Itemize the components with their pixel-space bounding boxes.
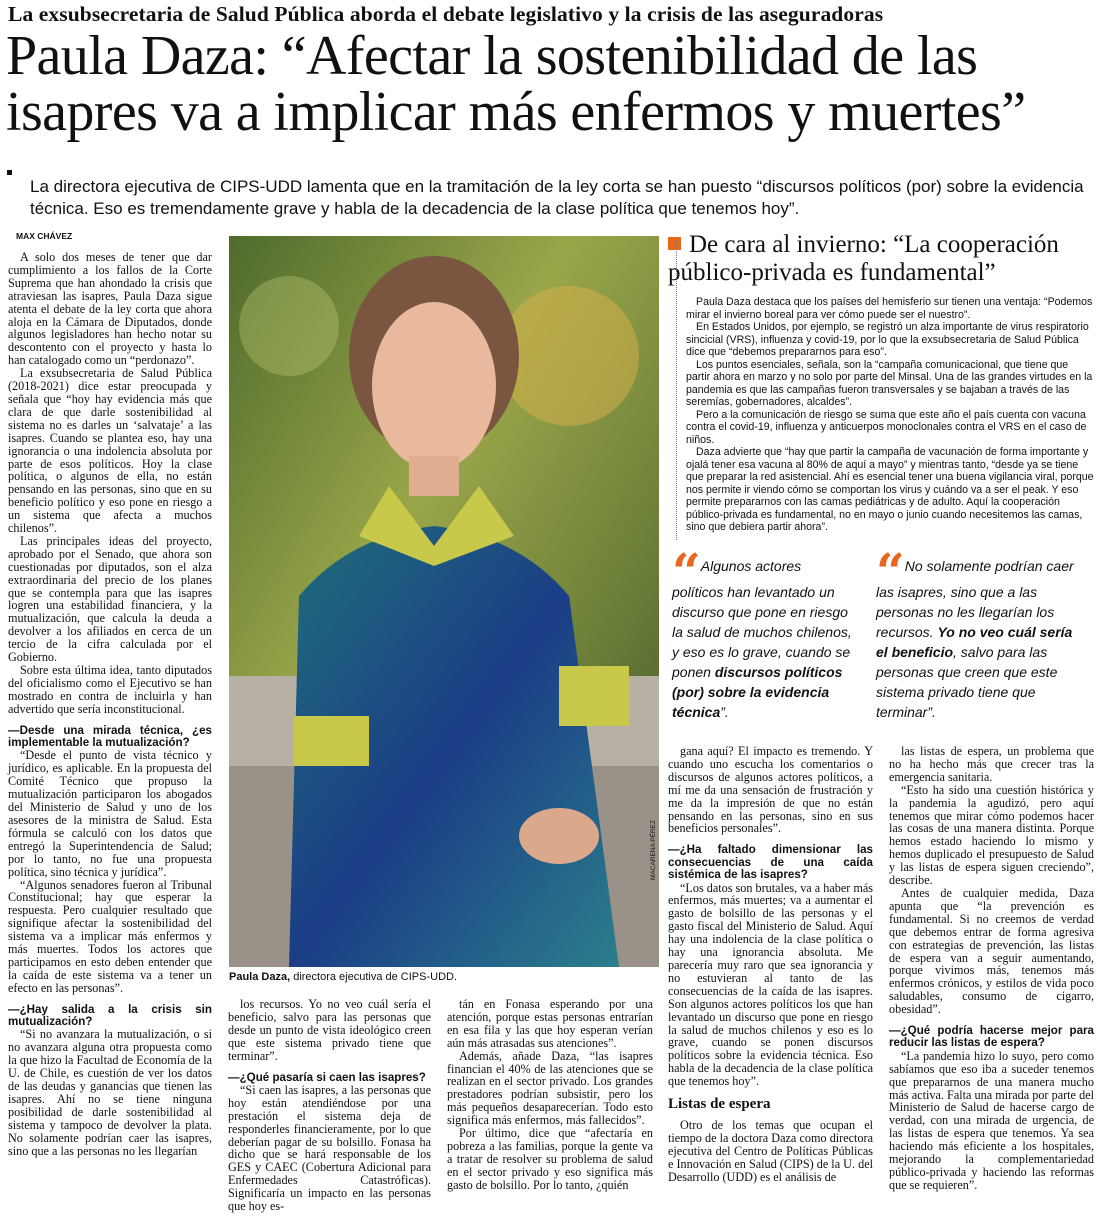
interview-question: —¿Hay salida a la crisis sin mutualización? <box>8 1002 212 1029</box>
orange-square-icon <box>668 237 681 250</box>
section-subheading: Listas de espera <box>668 1096 771 1113</box>
paragraph: Por último, dice que “afectaría en pobreza a las familias, porque la gente va a tratar de resolver su problema de salud en el sector privado y eso significa más gasto de bolsillo. Por lo tanto, ¿quién <box>447 1126 653 1192</box>
paragraph: tán en Fonasa esperando por una atención, porque estas personas entrarían en esa fila y las que hoy esperan verían aún más atrasadas sus atenciones”. <box>447 997 653 1050</box>
portrait-illustration <box>229 236 659 967</box>
paragraph: A solo dos meses de tener que dar cumplimiento a los fallos de la Corte Suprema que han ahondado la crisis que atraviesan las isapres, Paula Daza sigue atenta el debate de la ley corta que ahora aloja en la Cámara de Diputados, donde algunos legisladores han hecho notar su descontento con el proyecto y hasta lo han catalogado como un “perdonazo”. <box>8 250 212 368</box>
interview-question: —Desde una mirada técnica, ¿es implementable la mutualización? <box>8 723 212 750</box>
pull-quote-2-text-c: , salvo para las personas que creen que este sistema privado tiene que terminar”. <box>876 644 1058 720</box>
paragraph: Sobre esta última idea, tanto diputados del oficialismo como el Ejecutivo se han mostrado en contra de incluirla y han advertido que sería inconstitucional. <box>8 663 212 716</box>
paragraph: gana aquí? El impacto es tremendo. Y cuando uno escucha los comentarios o discursos de algunos actores políticos, a mí me da una sensación de frustración y me da la impresión de que no están pensando en las personas, sino en sus beneficios personales”. <box>668 744 873 836</box>
paragraph: Además, añade Daza, “las isapres financian el 40% de las atenciones que se realizan en el sector privado. Los grandes prestadores podrían subsistir, pero los más pequeños desaparecerían. Todo esto significa más enfermos, más fallecidos”. <box>447 1048 653 1128</box>
paragraph: “La pandemia hizo lo suyo, pero como sabíamos que eso iba a suceder tenemos que prepararnos de una manera mucho más activa. Falta una mirada por parte del Ministerio de Salud de hacerse cargo de verdad, con una mirada de urgencia, de las listas de espera que tenemos. Ya sea haciendo más eficiente a los hospitales, mejorando la complementariedad público-privada y haciendo las reformas que se requieren”. <box>889 1048 1094 1192</box>
pull-quote-1 <box>672 542 852 722</box>
byline: MAX CHÁVEZ <box>16 231 73 241</box>
column-1 <box>8 251 212 1158</box>
column-2 <box>228 998 431 1213</box>
photo-credit: MACARENA PÉREZ <box>650 820 657 880</box>
sidebar-paragraph: Pero a la comunicación de riesgo se suma que este año el país cuenta con vacuna contra el covid-19, influenza y anticuerpos monoclonales contra el VRS en el caso de niños. <box>686 408 1087 446</box>
pull-quote-1-text-a: Algunos actores políticos han levantado un discurso que pone en riesgo la salud de muchos chilenos, y eso es lo grave, cuando se ponen <box>672 558 852 680</box>
headline: Paula Daza: “Afectar la sostenibilidad de las isapres va a implicar más enfermos y muertes” <box>6 25 1026 143</box>
photo-caption <box>229 971 659 983</box>
column-3 <box>447 998 653 1192</box>
interview-question: —¿Ha faltado dimensionar las consecuencias de una caída sistémica de las isapres? <box>668 843 873 882</box>
quote-mark-icon: “ <box>876 542 905 601</box>
column-5 <box>889 745 1094 1192</box>
pull-quote-2-bold: Yo no veo cuál sería el beneficio <box>876 624 1073 660</box>
kicker: La exsubsecretaria de Salud Pública aborda el debate legislativo y la crisis de las aseguradoras <box>8 2 884 26</box>
sidebar-text <box>686 296 1094 534</box>
column-4-after: Otro de los temas que ocupan el tiempo de la doctora Daza como directora ejecutiva del Centro de Políticas Públicas e Innovación en Salud (CIPS) de la U. del Desarrollo (UDD) es el análisis de <box>668 1117 873 1184</box>
pull-quote-2-text-a: No solamente podrían caer las isapres, sino que a las personas no les llegarían los recursos. <box>876 558 1074 640</box>
sidebar-paragraph: En Estados Unidos, por ejemplo, se registró un alza importante de virus respiratorio sincicial (VRS), influenza y covid-19, por lo que la exsubsecretaria de Salud Pública dice que “debemos prepararnos para eso”. <box>686 321 1089 358</box>
pull-quote-2 <box>876 542 1076 722</box>
pull-quote-1-bold: discursos políticos (por) sobre la evidencia técnica <box>672 664 843 720</box>
interview-question: —¿Qué pasaría si caen las isapres? <box>228 1070 426 1084</box>
sidebar-paragraph: Daza advierte que “hay que partir la campaña de vacunación de forma importante y ojalá tener esa vacuna al 80% de aquí a mayo” y mientras tanto, “desde ya se tiene que preparar la red asistencial. Ahí es esencial tener una buena vigilancia viral, porque nos permite ir viendo cómo se comportan los virus y cuándo va a ser el peak. Y eso permite prepararnos con las camas pediátricas y de adulto. Aquí la cooperación público-privada es fundamental, no en mayo o junio cuando necesitemos las camas, sino que debiera partir ahora”. <box>686 446 1094 533</box>
paragraph: “Desde el punto de vista técnico y jurídico, es aplicable. En la propuesta del Comité Técnico que propuso la mutualización participaron los abogados del Ministerio de Salud y uno de los asesores de la ministra de Salud. Esta fórmula se calculó con los datos que entregó la Superintendencia de Salud; por lo tanto, no fue una propuesta política, sino técnica y jurídica”. <box>8 748 212 879</box>
sidebar-heading <box>668 231 1094 287</box>
portrait-photo <box>229 236 659 967</box>
pull-quote-1-text-c: ”. <box>720 704 729 720</box>
paragraph: Las principales ideas del proyecto, aprobado por el Senado, que ahora son cuestionadas por diputados, son el alza extraordinaria del precio de los planes que se contempla para que las isapres logren una estabilidad financiera, y la mutualización, que calcula la deuda a devolver a los afiliados en cerca de un tercio de la cifra calculada por el Gobierno. <box>8 533 212 665</box>
column-4 <box>668 745 873 1184</box>
quote-mark-icon: “ <box>672 542 701 601</box>
sidebar-paragraph: Los puntos esenciales, señala, son la “campaña comunicacional, que tiene que partir ahora en marzo y no solo por parte del Minsal. Una de las grandes virtudes en la pandemia es que las campañas fueron transversales y se bajaban a través de las seremías, gobernadores, alcaldes”. <box>686 358 1093 408</box>
paragraph: La exsubsecretaria de Salud Pública (2018-2021) dice estar preocupada y señala que “hoy hay evidencia más que clara de que darle sostenibilidad al sistema no es darles un ‘salvataje’ a las isapres. Cuando se plantea eso, hay una ignorancia o una indolencia absoluta por parte de esos políticos. Hoy la clase política, o algunos de ella, no están pensando en las personas, sino que en su beneficio político y eso pone en riesgo a un sistema que afecta a muchos chilenos”. <box>8 366 212 536</box>
caption-text: directora ejecutiva de CIPS-UDD. <box>290 971 458 983</box>
deck: La directora ejecutiva de CIPS-UDD lamenta que en la tramitación de la ley corta se han puesto “discursos políticos (por) sobre la evidencia técnica. Eso es tremendamente grave y habla de la decadencia de la clase política que tenemos hoy”. <box>30 177 1084 218</box>
paragraph: “Esto ha sido una cuestión histórica y la pandemia la agudizó, pero aquí tenemos que mirar cómo podemos hacer las cosas de una manera distinta. Porque hemos estado haciendo lo mismo y hemos duplicado el presupuesto de Salud y las listas de espera siguen creciendo”, describe. <box>889 782 1094 888</box>
paragraph: “Si caen las isapres, a las personas que hoy están atendiéndose por una prestación el sistema deja de responderles financieramente, por lo que deberían pagar de su bolsillo. Fonasa ha dicho que se hará responsable de los GES y CAEC (Cobertura Adicional para Enfermedades Catastróficas). Significaría un impacto en las personas que hoy es- <box>228 1082 431 1214</box>
paragraph: “Algunos senadores fueron al Tribunal Constitucional; hay que esperar la respuesta. Pero cualquier resultado que signifique afectar la sostenibilidad del sistema va a implicar más enfermos y más muertes. Todos los actores que participamos en esto deben entender que la caída de este sistema va a tener un efecto en las personas”. <box>8 877 212 995</box>
sidebar-paragraph: Paula Daza destaca que los países del hemisferio sur tienen una ventaja: “Podemos mirar el invierno boreal para ver cómo puede ser el nuestro”. <box>686 296 1093 321</box>
sidebar-rule <box>676 240 678 540</box>
paragraph: los recursos. Yo no veo cuál sería el beneficio, salvo para las personas que desde un punto de vista ideológico creen que este sistema privado tiene que terminar”. <box>228 997 431 1063</box>
paragraph: “Si no avanzara la mutualización, o si no avanzara alguna otra propuesta como la que hizo la Facultad de Economía de la U. de Chile, es cuestión de ver los datos de las deudas y ganancias que tienen las isapres. Ahí no se tiene ninguna posibilidad de darle sostenibilidad al sistema y tampoco de devolver la plata. No solamente podrían caer las isapres, sino que a las personas no les llegarían <box>8 1027 212 1158</box>
interview-question: —¿Qué podría hacerse mejor para reducir las listas de espera? <box>889 1024 1094 1050</box>
deck-bullet <box>7 170 12 175</box>
paragraph: “Los datos son brutales, va a haber más enfermos, más muertes; va a aumentar el gasto de bolsillo de las personas y el gasto fiscal del Ministerio de Salud. Aquí hay una indolencia de la clase política o hay una ignorancia absoluta. Me parecería muy raro que sea ignorancia y no estuvieran al tanto de las consecuencias de la caída de las isapres. Son algunos actores políticos los que han levantado un discurso que pone en riesgo la salud de muchos chilenos y eso es lo grave, cuando se ponen discursos políticos sobre la evidencia técnica. Eso habla de la decadencia de la clase política que tenemos hoy”. <box>668 880 873 1089</box>
sidebar-title: De cara al invierno: “La cooperación público-privada es fundamental” <box>668 231 1059 286</box>
paragraph: las listas de espera, un problema que no ha hecho más que crecer tras la emergencia sanitaria. <box>889 744 1094 784</box>
paragraph: Antes de cualquier medida, Daza apunta que “la prevención es fundamental. Si no creemos de verdad que debemos entrar de forma agresiva con estrategias de prevención, las listas de espera van a seguir aumentando, porque vivimos más, tenemos más enfermos crónicos, y estilos de vida poco saludables, consumo de cigarro, obesidad”. <box>889 885 1094 1017</box>
caption-name: Paula Daza, <box>229 971 291 983</box>
